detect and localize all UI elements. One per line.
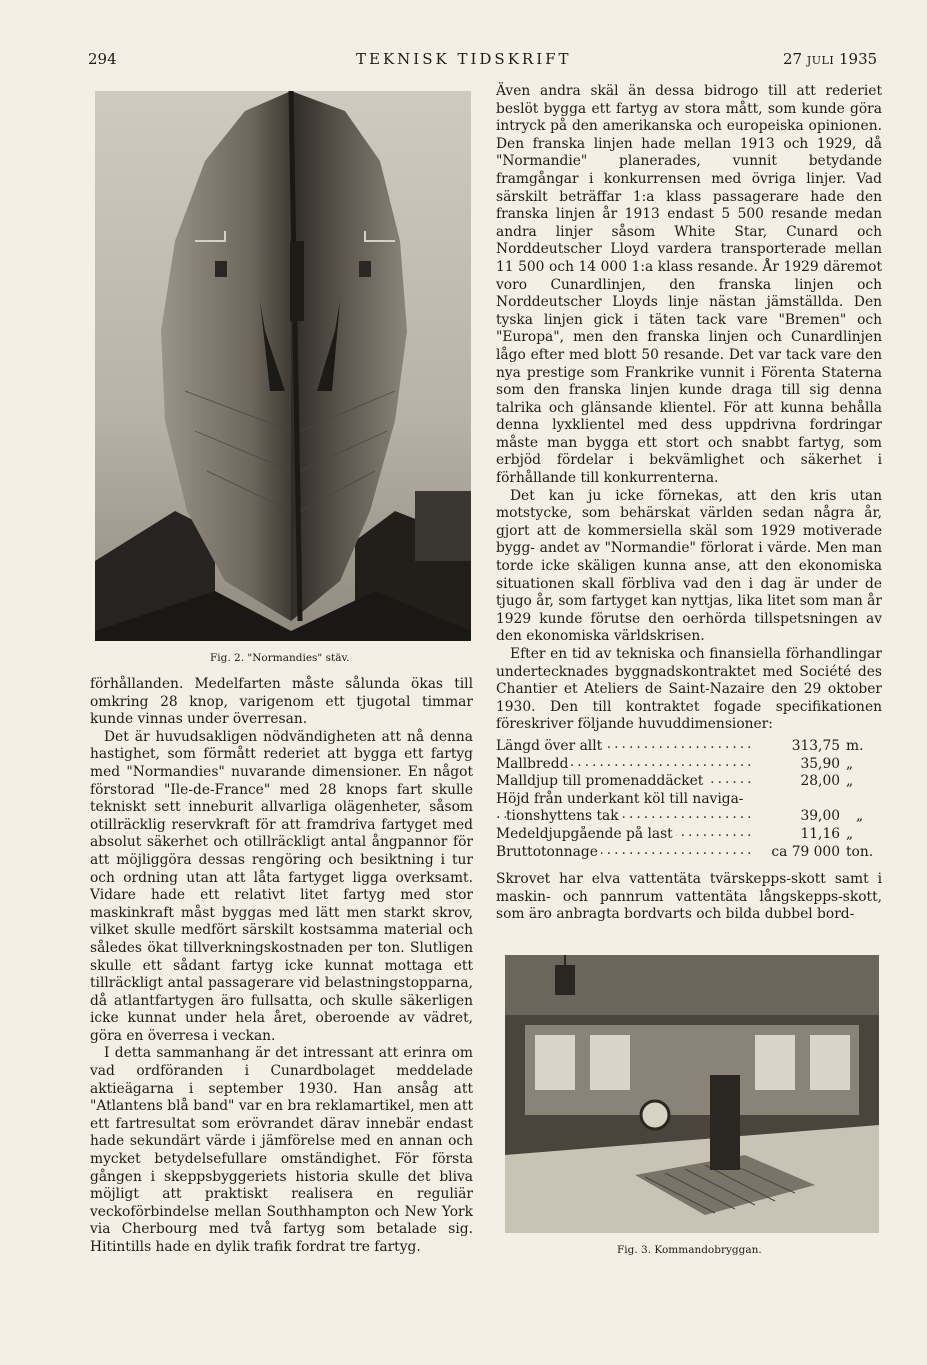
date-month: JULI — [806, 54, 835, 67]
dimension-label: Medeldjupgående på last — [496, 826, 676, 842]
right-paragraph-1: Även andra skäl än dessa bidrogo till att rederiet beslöt bygga ett fartyg av stora mått, som kunde göra intryck på den amerikanska och europeiska opinionen. Den franska linjen hade mellan 1913 och 1929, då "Normandie" planerades, vunnit betydande framgångar i konkurrensen med övriga linjer. Vad särskilt beträffar 1:a klass passagerare hade den franska linjen år 1913 endast 5 500 resande medan andra linjer såsom White Star, Cunard och Norddeutscher Lloyd vardera transporterade mellan 11 500 och 14 000 1:a klass resande. År 1929 däremot voro Cunardlinjen, den franska linjen och Norddeutscher Lloyds linje nästan jämställda. Den tyska linjen gick i täten tack vare "Bremen" och "Europa", men den franska linjen och Cunardlinjen lågo efter med blott 50 resande. Det var tack vare den nya prestige som Frankrike vunnit i Förenta Staterna som den franska linjen kunde draga till sig denna talrika och glänsande klientel. För att kunna behålla denna lyxklientel med dess uppdrivna fordringar måste man bygga ett stort och snabbt fartyg, som erbjöd fördelar i bekvämlighet och säkerhet i förhållande till konkurrenterna. — [496, 83, 882, 487]
dimension-value — [754, 791, 846, 809]
left-paragraph-2: Det är huvudsakligen nödvändigheten att nå denna hastighet, som förmått rederiet att bygga ett fartyg med "Normandies" nuvarande dimensioner. En något förstorad "Ile-de-France" med 28 knops fart skulle tekniskt sett inneburit allvarliga olägenheter, såsom otillräcklig reservkraft för att framdriva fartyget med absolut säkerhet och otillräckligt antal ångpannor för att möjliggöra dessas rengöring och besiktning i tur och ordning utan att låta fartyget ligga overksamt. Vidare hade ett relativt litet fartyg med stor maskinkraft måst byggas med lätt men starkt skrov, vilket skulle medfört särskilt kostsamma material och således ökat tillverkningskostnaden per ton. Slutligen skulle ett sådant fartyg icke kunnat mottaga ett tillräckligt antal passagerare vid belastningstopparna, då atlantfartygen äro fullsatta, och skulle säkerligen icke kunnat under hela året, oberoende av vädret, göra en överresa i veckan. — [90, 728, 473, 1044]
figure-2-caption: Fig. 2. "Normandies" stäv. — [210, 652, 350, 664]
ship-bow-photo — [95, 91, 471, 641]
dimension-unit: „ — [846, 755, 854, 772]
dimension-value: 313,75 — [791, 737, 840, 754]
dimension-row — [496, 738, 882, 756]
dimension-unit: „ — [856, 808, 864, 825]
dimension-value: 28,00 — [800, 773, 840, 790]
date-year: 1935 — [839, 50, 878, 68]
journal-title: TEKNISK TIDSKRIFT — [356, 50, 572, 68]
command-bridge-illustration — [505, 955, 879, 1233]
dimension-row — [496, 756, 882, 774]
dimension-label: Längd över allt — [496, 738, 605, 754]
right-paragraph-4: Skrovet har elva vattentäta tvärskepps-skott samt i maskin- och pannrum vattentäta långskepps-skott, som äro anbragta bordvarts och bilda dubbel bord- — [496, 871, 882, 923]
right-column — [496, 83, 882, 924]
dimension-row — [496, 808, 882, 826]
dimension-label: Höjd från underkant köl till naviga- — [496, 790, 744, 807]
dimension-row — [496, 773, 882, 791]
dimension-unit: „ — [846, 773, 854, 790]
dimension-label: tionshyttens tak — [506, 808, 622, 824]
left-paragraph-1: förhållanden. Medelfarten måste sålunda ökas till omkring 28 knop, varigenom ett tjugotal timmar kunde vinnas under överresan. — [90, 676, 473, 728]
dimension-unit: m. — [846, 737, 864, 754]
dimension-label: Malldjup till promenaddäcket — [496, 773, 706, 789]
ship-bow-illustration — [95, 91, 471, 641]
page-number: 294 — [88, 50, 117, 68]
date-day: 27 — [783, 50, 803, 68]
dimension-label: Mallbredd — [496, 756, 571, 772]
figure-3-caption: Fig. 3. Kommandobryggan. — [617, 1244, 762, 1256]
right-paragraph-2: Det kan ju icke förnekas, att den kris utan motstycke, som behärskat världen sedan några år, gjort att de kommersiella skäl som 1929 motiverade bygg- andet av "Normandie" förlorat i värde. Men man torde icke skäligen kunna anse, att den ekonomiska situationen skall förbliva vad den i dag är under de tjugo år, som fartyget kan nyttjas, lika litet som man år 1929 kunde förutse den oerhörda tillspetsningen av den ekonomiska världskrisen. — [496, 487, 882, 645]
dimension-value: ca 79 000 — [771, 843, 840, 860]
dimension-value: 11,16 — [800, 825, 840, 842]
dimension-unit: „ — [846, 825, 854, 842]
left-paragraph-3: I detta sammanhang är det intressant att erinra om vad ordföranden i Cunardbolaget meddelade aktieägarna i september 1930. Han ansåg att "Atlantens blå band" var en bra reklamartikel, men att ett fartresultat som erövrandet därav innebär endast hade sekundärt värde i jämförelse med en annan och mycket betydelsefullare omständighet. För första gången i skeppsbyggeriets historia skulle det bliva möjligt att praktiskt realisera en reguliär veckoförbindelse mellan Southhampton och New York via Cherbourg med två fartyg som betalade sig. Hitintills hade en dylik trafik fordrat tre fartyg. — [90, 1045, 473, 1255]
command-bridge-photo — [505, 955, 879, 1233]
dimension-row — [496, 791, 882, 809]
dimension-value: 35,90 — [800, 755, 840, 772]
dimension-row — [496, 844, 882, 862]
dimension-unit — [846, 791, 882, 809]
right-paragraph-3: Efter en tid av tekniska och finansiella förhandlingar undertecknades byggnadskontraktet med Société des Chantier et Ateliers de Saint-Nazaire den 29 oktober 1930. Den till kontraktet fogade specifikationen föreskriver följande huvuddimensioner: — [496, 646, 882, 733]
dimensions-table — [496, 738, 882, 861]
dimension-label: Bruttotonnage — [496, 844, 601, 860]
issue-date — [783, 50, 877, 68]
left-column — [90, 676, 473, 1257]
dimension-row — [496, 826, 882, 844]
dimension-value: 39,00 — [800, 808, 840, 825]
dimension-unit: ton. — [846, 843, 874, 860]
